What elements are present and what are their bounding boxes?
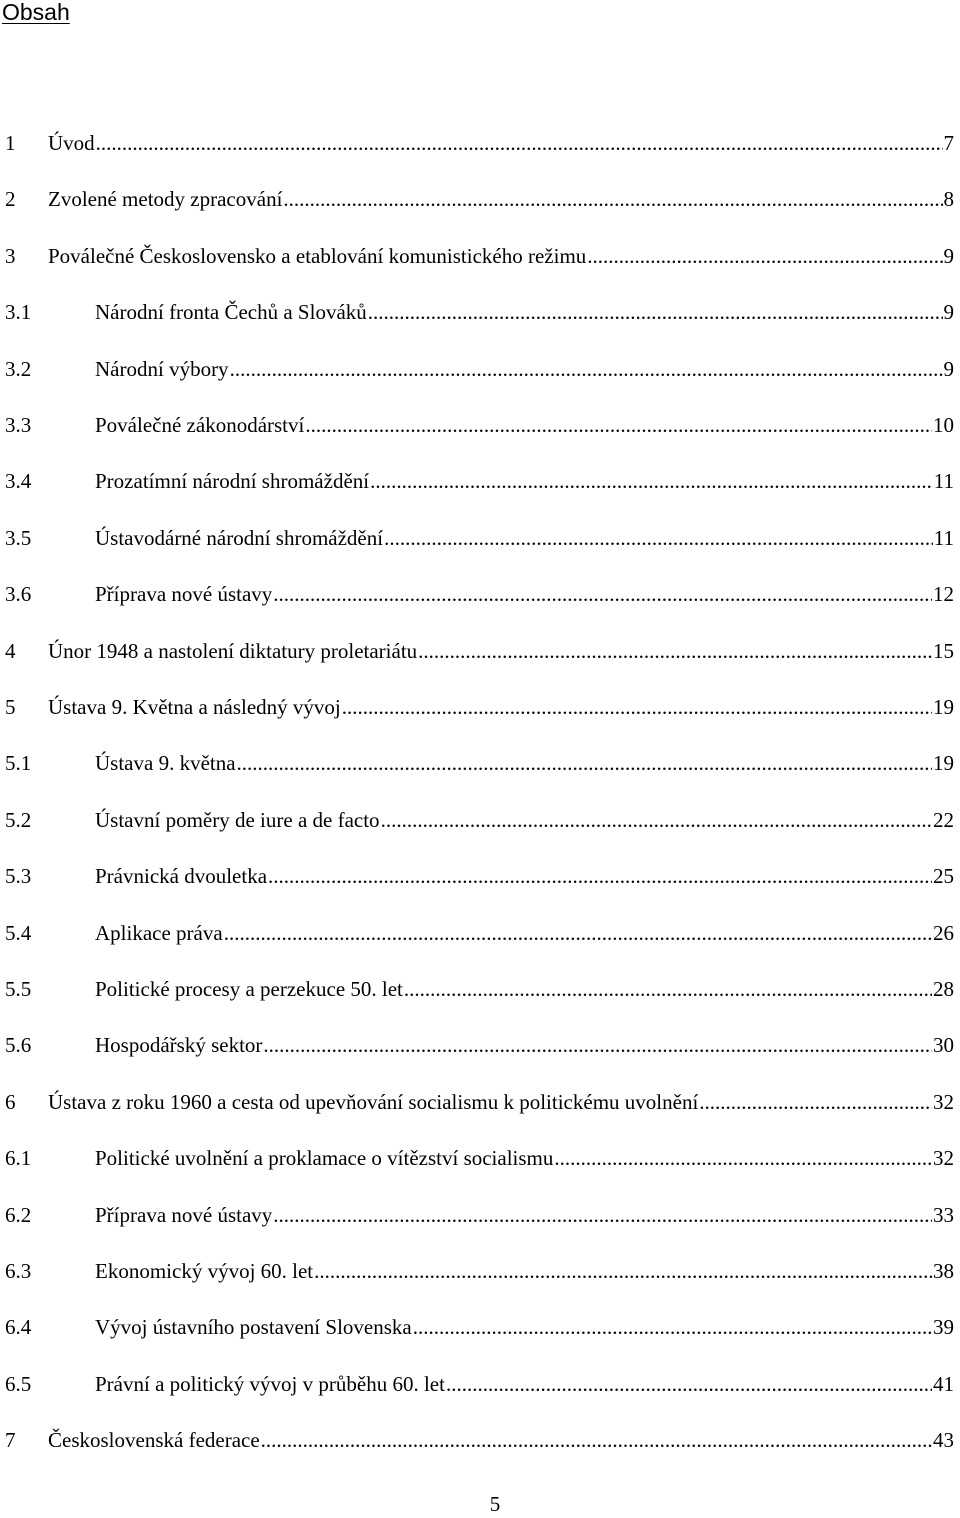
- toc-entry[interactable]: [0, 805, 960, 835]
- toc-entry-number: 6.3: [5, 1259, 32, 1283]
- toc-entry-number: 3.5: [5, 525, 32, 550]
- toc-entry-label: Ústava 9. Května a následný vývoj: [48, 695, 341, 719]
- toc-entry-link[interactable]: [95, 410, 954, 440]
- dot-leader: [263, 1030, 932, 1060]
- dot-leader: [370, 466, 933, 496]
- toc-entry[interactable]: [0, 1256, 960, 1286]
- toc-entry[interactable]: [0, 297, 960, 327]
- toc-entry-link[interactable]: [95, 1030, 954, 1060]
- dot-leader: [342, 692, 932, 722]
- toc-entry-link[interactable]: [95, 1256, 954, 1286]
- toc-entry-label: Poválečné zákonodárství: [95, 413, 305, 437]
- toc-entry-number: 4: [5, 638, 16, 663]
- toc-entry-link[interactable]: [95, 974, 954, 1004]
- toc-entry-page: 12: [933, 582, 954, 607]
- toc-entry-page: 32: [933, 1089, 954, 1114]
- toc-entry[interactable]: [0, 354, 960, 384]
- toc-entry-label: Národní výbory: [95, 356, 229, 381]
- dot-leader: [699, 1087, 932, 1117]
- dot-leader: [413, 1312, 932, 1342]
- dot-leader: [384, 523, 933, 553]
- toc-entry[interactable]: [0, 410, 960, 440]
- toc-entry-label: Poválečné Československo a etablování komunistického režimu: [48, 243, 587, 268]
- dot-leader: [314, 1256, 932, 1286]
- toc-entry[interactable]: [0, 918, 960, 948]
- toc-entry-link[interactable]: [95, 1369, 954, 1399]
- toc-entry-page: 8: [943, 187, 954, 212]
- toc-entry-label: Hospodářský sektor: [95, 1033, 263, 1058]
- toc-entry-link[interactable]: [95, 523, 954, 553]
- toc-entry-link[interactable]: [95, 1312, 954, 1342]
- toc-entry-page: 28: [933, 977, 954, 1001]
- toc-entry[interactable]: [0, 1087, 960, 1117]
- toc-entry-label: Příprava nové ústavy: [95, 582, 273, 607]
- toc-entry[interactable]: [0, 1200, 960, 1230]
- toc-entry-number: 3: [5, 243, 16, 268]
- toc-entry-label: Politické procesy a perzekuce 50. let: [95, 977, 403, 1001]
- dot-leader: [418, 636, 932, 666]
- toc-entry-page: 9: [943, 243, 954, 268]
- dot-leader: [268, 861, 932, 891]
- toc-entry-page: 39: [933, 1315, 954, 1340]
- toc-entry-label: Příprava nové ústavy: [95, 1202, 273, 1227]
- toc-entry-link[interactable]: [95, 748, 954, 778]
- dot-leader: [283, 184, 942, 214]
- toc-entry-number: 7: [5, 1428, 16, 1453]
- toc-entry-page: 38: [933, 1259, 954, 1283]
- toc-entry-page: 22: [933, 807, 954, 832]
- toc-entry-number: 5: [5, 695, 16, 719]
- toc-entry-number: 6.5: [5, 1371, 32, 1396]
- toc-entry[interactable]: [0, 128, 960, 158]
- toc-entry[interactable]: [0, 579, 960, 609]
- toc-entry-link[interactable]: [48, 1425, 954, 1455]
- toc-entry-page: 11: [933, 469, 954, 494]
- toc-entry-number: 5.1: [5, 751, 32, 776]
- toc-entry-label: Prozatímní národní shromáždění: [95, 469, 370, 494]
- toc-entry-number: 3.2: [5, 356, 32, 381]
- toc-entry-number: 6.1: [5, 1146, 32, 1171]
- toc-entry-number: 5.6: [5, 1033, 32, 1058]
- toc-entry-link[interactable]: [48, 692, 954, 722]
- toc-entry[interactable]: [0, 1312, 960, 1342]
- toc-entry-page: 33: [933, 1202, 954, 1227]
- toc-entry-link[interactable]: [95, 354, 954, 384]
- toc-entry[interactable]: [0, 748, 960, 778]
- toc-entry-number: 6.2: [5, 1202, 32, 1227]
- toc-entry[interactable]: [0, 974, 960, 1004]
- toc-entry-page: 41: [933, 1371, 954, 1396]
- toc-entry-label: Právnická dvouletka: [95, 864, 268, 889]
- toc-entry-link[interactable]: [95, 805, 954, 835]
- toc-entry-page: 7: [943, 131, 954, 155]
- toc-entry-label: Politické uvolnění a proklamace o vítězství socialismu: [95, 1146, 554, 1171]
- toc-entry-page: 43: [933, 1428, 954, 1453]
- dot-leader: [368, 297, 943, 327]
- toc-entry-label: Ústavní poměry de iure a de facto: [95, 807, 380, 832]
- dot-leader: [96, 128, 943, 158]
- toc-entry[interactable]: [0, 1369, 960, 1399]
- toc-entry-label: Úvod: [48, 131, 95, 155]
- dot-leader: [273, 1200, 932, 1230]
- toc-entry-number: 3.3: [5, 413, 32, 437]
- toc-entry-label: Ekonomický vývoj 60. let: [95, 1259, 314, 1283]
- toc-entry-page: 32: [933, 1146, 954, 1171]
- page-number: 5: [489, 1492, 501, 1516]
- toc-entry[interactable]: [0, 1030, 960, 1060]
- toc-entry-link[interactable]: [95, 466, 954, 496]
- dot-leader: [261, 1425, 932, 1455]
- dot-leader: [404, 974, 932, 1004]
- toc-entry-link[interactable]: [48, 184, 954, 214]
- toc-entry[interactable]: [0, 1143, 960, 1173]
- toc-entry-number: 3.4: [5, 469, 32, 494]
- toc-entry-label: Aplikace práva: [95, 920, 223, 945]
- toc-entry-link[interactable]: [95, 861, 954, 891]
- toc-entry-number: 6.4: [5, 1315, 32, 1340]
- toc-entry-label: Národní fronta Čechů a Slováků: [95, 300, 367, 325]
- toc-entry-number: 1: [5, 131, 16, 155]
- dot-leader: [587, 241, 942, 271]
- toc-entry-page: 19: [933, 751, 954, 776]
- toc-entry-page: 15: [933, 638, 954, 663]
- toc-entry[interactable]: [0, 184, 960, 214]
- toc-entry-link[interactable]: [48, 241, 954, 271]
- toc-entry-page: 9: [943, 356, 954, 381]
- toc-entry[interactable]: [0, 636, 960, 666]
- dot-leader: [230, 354, 943, 384]
- toc-entry-page: 10: [933, 413, 954, 437]
- toc-entry-label: Ústava 9. května: [95, 751, 236, 776]
- toc-entry[interactable]: [0, 861, 960, 891]
- dot-leader: [446, 1369, 932, 1399]
- toc-entry[interactable]: [0, 1425, 960, 1455]
- toc-entry-number: 5.2: [5, 807, 32, 832]
- dot-leader: [273, 579, 932, 609]
- toc-entry-link[interactable]: [48, 636, 954, 666]
- toc-entry-label: Vývoj ústavního postavení Slovenska: [95, 1315, 412, 1340]
- toc-entry-link[interactable]: [95, 1143, 954, 1173]
- dot-leader: [224, 918, 932, 948]
- dot-leader: [381, 805, 932, 835]
- toc-entry-link[interactable]: [48, 128, 954, 158]
- toc-entry[interactable]: [0, 241, 960, 271]
- toc-entry-link[interactable]: [95, 579, 954, 609]
- toc-entry-label: Ústavodárné národní shromáždění: [95, 525, 384, 550]
- page-title: Obsah: [2, 0, 70, 25]
- toc-entry-number: 5.5: [5, 977, 32, 1001]
- toc-entry-link[interactable]: [95, 1200, 954, 1230]
- toc-entry[interactable]: [0, 523, 960, 553]
- toc-entry-label: Zvolené metody zpracování: [48, 187, 283, 212]
- toc-entry-page: 26: [933, 920, 954, 945]
- toc-entry-link[interactable]: [95, 918, 954, 948]
- toc-entry-page: 30: [933, 1033, 954, 1058]
- toc-entry-number: 2: [5, 187, 16, 212]
- toc-entry-link[interactable]: [48, 1087, 954, 1117]
- toc-entry-number: 3.1: [5, 300, 32, 325]
- toc-entry-link[interactable]: [95, 297, 954, 327]
- toc-entry-number: 6: [5, 1089, 16, 1114]
- dot-leader: [237, 748, 932, 778]
- toc-entry-label: Únor 1948 a nastolení diktatury proletariátu: [48, 638, 418, 663]
- toc-entry-number: 5.4: [5, 920, 32, 945]
- toc-entry-label: Právní a politický vývoj v průběhu 60. let: [95, 1371, 445, 1396]
- toc-entry-label: Československá federace: [48, 1428, 260, 1453]
- toc-entry[interactable]: [0, 466, 960, 496]
- dot-leader: [554, 1143, 932, 1173]
- toc-entry-page: 25: [933, 864, 954, 889]
- toc-entry-number: 3.6: [5, 582, 32, 607]
- toc-entry-number: 5.3: [5, 864, 32, 889]
- toc-entry-page: 11: [933, 525, 954, 550]
- dot-leader: [305, 410, 932, 440]
- toc-entry-page: 19: [933, 695, 954, 719]
- toc-entry-label: Ústava z roku 1960 a cesta od upevňování socialismu k politickému uvolnění: [48, 1089, 699, 1114]
- toc-entry-page: 9: [943, 300, 954, 325]
- toc-entry[interactable]: [0, 692, 960, 722]
